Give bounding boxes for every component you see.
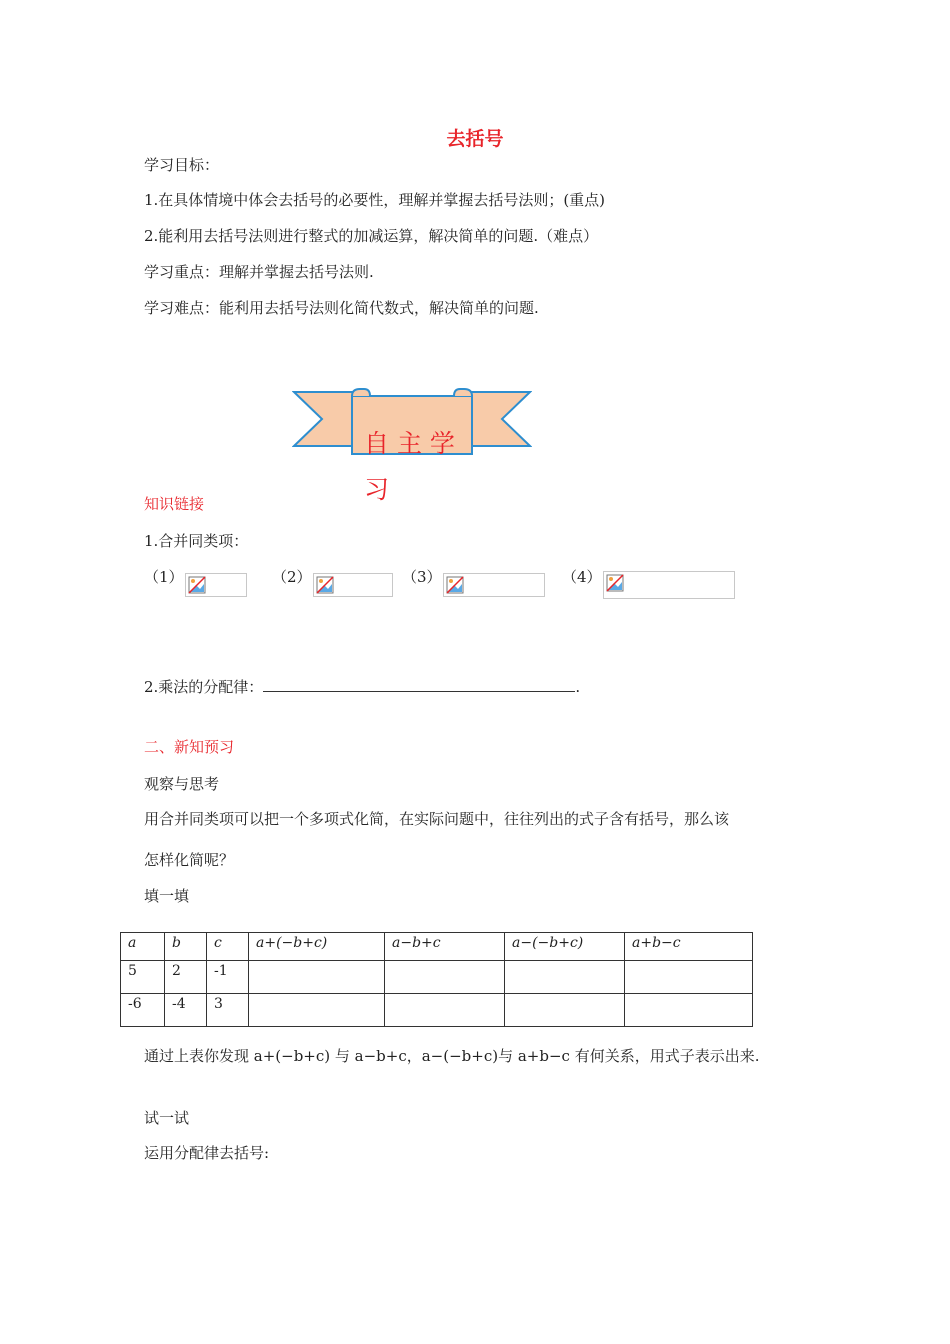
item-label-2: （2）: [272, 568, 312, 586]
answer-blank[interactable]: [263, 677, 575, 692]
key-point: 学习重点：理解并掌握去括号法则.: [144, 263, 374, 281]
item-label-3: （3）: [402, 568, 442, 586]
fill-heading: 填一填: [144, 887, 190, 905]
objective-1: 1.在具体情境中体会去括号的必要性，理解并掌握去括号法则；(重点): [144, 191, 606, 209]
formula-image-1: [185, 573, 247, 597]
header-cell: a+b−c: [625, 933, 753, 961]
after-table-question: 通过上表你发现 a+(−b+c) 与 a−b+c，a−(−b+c)与 a+b−c 有何关系，用式子表示出来.: [144, 1047, 760, 1065]
header-cell: a−(−b+c): [505, 933, 625, 961]
table-input-cell[interactable]: [505, 994, 625, 1027]
table-input-cell[interactable]: [625, 961, 753, 994]
formula-image-3: [443, 573, 545, 597]
broken-image-icon: [316, 576, 334, 594]
use-distributive-instruction: 运用分配律去括号:: [144, 1144, 270, 1162]
header-cell: a−b+c: [385, 933, 505, 961]
header-cell: c: [207, 933, 249, 961]
item-label-1: （1）: [144, 568, 184, 586]
page-title: 去括号: [446, 128, 504, 150]
table-input-cell[interactable]: [385, 961, 505, 994]
table-cell: -4: [165, 994, 207, 1027]
merge-like-terms-question: 1.合并同类项：: [144, 532, 249, 550]
table-input-cell[interactable]: [505, 961, 625, 994]
header-cell: a+(−b+c): [249, 933, 385, 961]
objective-2: 2.能利用去括号法则进行整式的加减运算，解决简单的问题.（难点）: [144, 227, 599, 245]
self-study-banner: [292, 386, 532, 506]
observe-heading: 观察与思考: [144, 775, 220, 793]
broken-image-icon: [446, 576, 464, 594]
table-input-cell[interactable]: [249, 961, 385, 994]
table-cell: 2: [165, 961, 207, 994]
period: .: [575, 678, 581, 696]
table-cell: -1: [207, 961, 249, 994]
table-cell: 5: [121, 961, 165, 994]
broken-image-icon: [606, 574, 624, 592]
table-row: [121, 961, 753, 994]
try-heading: 试一试: [144, 1109, 190, 1127]
table-input-cell[interactable]: [625, 994, 753, 1027]
knowledge-link-heading: 知识链接: [144, 495, 205, 513]
table-row: [121, 994, 753, 1027]
objectives-heading: 学习目标：: [144, 156, 220, 174]
banner-line-1: 自 主 学: [364, 429, 455, 458]
header-cell: a: [121, 933, 165, 961]
banner-line-2: 习: [364, 475, 390, 504]
formula-image-2: [313, 573, 393, 597]
table-header-row: [121, 933, 753, 961]
header-cell: b: [165, 933, 207, 961]
table-input-cell[interactable]: [385, 994, 505, 1027]
intro-paragraph-line-2: 怎样化简呢？: [144, 851, 235, 869]
difficult-point: 学习难点：能利用去括号法则化简代数式，解决简单的问题.: [144, 299, 539, 317]
distributive-law-question: [144, 676, 580, 697]
distributive-law-label: 2.乘法的分配律：: [144, 678, 264, 696]
table-input-cell[interactable]: [249, 994, 385, 1027]
intro-paragraph-line-1: 用合并同类项可以把一个多项式化简，在实际问题中，往往列出的式子含有括号，那么该: [144, 810, 730, 828]
preview-heading: 二、新知预习: [144, 738, 235, 756]
item-label-4: （4）: [562, 568, 602, 586]
formula-image-4: [603, 571, 735, 599]
table-cell: -6: [121, 994, 165, 1027]
broken-image-icon: [188, 576, 206, 594]
table-cell: 3: [207, 994, 249, 1027]
fill-in-table: [120, 932, 753, 1027]
